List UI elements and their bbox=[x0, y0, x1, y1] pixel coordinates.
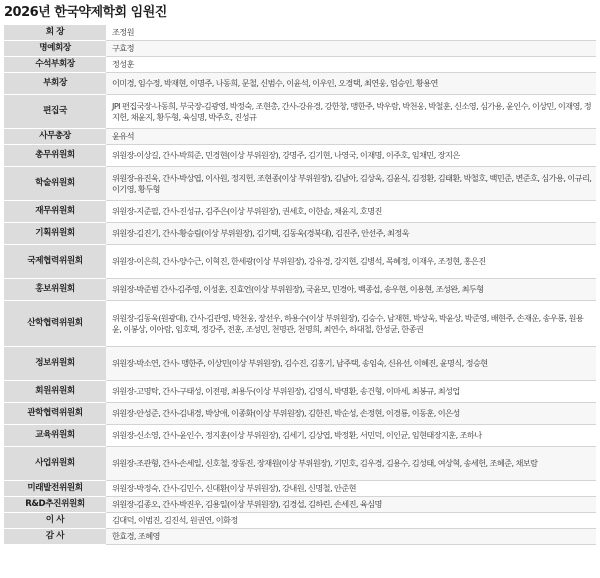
members-cell: 이미경, 임수정, 박재현, 이명주, 나동희, 문철, 신범수, 이윤석, 이우인, 오경택, 최연웅, 엄승인, 황용연 bbox=[106, 73, 596, 95]
roster-row bbox=[4, 73, 596, 95]
role-cell: 관학협력위원회 bbox=[4, 403, 106, 425]
members-cell: 위원장-유진욱, 간사-박상엽, 이사원, 정지헌, 조현종(이상 부위원장), 김남아, 김상욱, 김윤식, 김정환, 김태환, 박철호, 백민준, 변준호, 심가용, 이규리, 이기영, 황두형 bbox=[106, 167, 596, 201]
roster-row bbox=[4, 529, 596, 545]
members-cell: 위원장-박정숙, 간사-김민수, 신대환(이상 부위원장), 강내원, 신명철, 안준현 bbox=[106, 481, 596, 497]
roster-row bbox=[4, 145, 596, 167]
members-cell: 조정원 bbox=[106, 25, 596, 41]
role-cell: 총무위원회 bbox=[4, 145, 106, 167]
role-cell: 편집국 bbox=[4, 95, 106, 129]
role-cell: 산학협력위원회 bbox=[4, 301, 106, 347]
members-cell: 위원장-이상길, 간사-박희준, 민경현(이상 부위원장), 강명주, 김기현, 나영국, 이재명, 이주호, 임채민, 장지은 bbox=[106, 145, 596, 167]
roster-row bbox=[4, 279, 596, 301]
roster-row bbox=[4, 497, 596, 513]
roster-row bbox=[4, 425, 596, 447]
members-cell: 윤유석 bbox=[106, 129, 596, 145]
members-cell: 정성훈 bbox=[106, 57, 596, 73]
role-cell: 사업위원회 bbox=[4, 447, 106, 481]
members-cell: 한효경, 조혜영 bbox=[106, 529, 596, 545]
roster-row bbox=[4, 381, 596, 403]
role-cell: 회원위원회 bbox=[4, 381, 106, 403]
role-cell: 회 장 bbox=[4, 25, 106, 41]
roster-row bbox=[4, 301, 596, 347]
members-cell: 위원장-박준범 간사-김주영, 이성훈, 진효언(이상 부위원장), 국윤모, 민경아, 백종섭, 송우현, 이용현, 조성완, 최두형 bbox=[106, 279, 596, 301]
role-cell: 이 사 bbox=[4, 513, 106, 529]
members-cell: 위원장-이은희, 간사-양수근, 이혁진, 한세광(이상 부위원장), 강유경, 강지현, 김병석, 목혜정, 이재우, 조정현, 홍은진 bbox=[106, 245, 596, 279]
document-title: 2026년 한국약제학회 임원진 bbox=[4, 5, 167, 20]
roster-body bbox=[4, 25, 596, 545]
roster-row bbox=[4, 223, 596, 245]
members-cell: 김대덕, 이범진, 김진석, 원권연, 이화정 bbox=[106, 513, 596, 529]
role-cell: 수석부회장 bbox=[4, 57, 106, 73]
role-cell: 홍보위원회 bbox=[4, 279, 106, 301]
role-cell: 미래발전위원회 bbox=[4, 481, 106, 497]
members-cell: 위원장-신소영, 간사-윤인수, 정지훈(이상 부위원장), 김세기, 김상엽, 박정환, 서민덕, 이인균, 임현태장지훈, 조하나 bbox=[106, 425, 596, 447]
members-cell: 위원장-고명탁, 간사-구태성, 이전평, 최용두(이상 부위원장), 김영식, 박명환, 송건형, 이마세, 최봉규, 최성업 bbox=[106, 381, 596, 403]
members-cell: 위원장-지준필, 간사-진성규, 김주은(이상 부위원장), 권세호, 이한솔, 채윤지, 호명진 bbox=[106, 201, 596, 223]
role-cell: 교육위원회 bbox=[4, 425, 106, 447]
role-cell: 사무총장 bbox=[4, 129, 106, 145]
members-cell: JPI 편집국장-나동희, 부국장-김광영, 박정숙, 조현총, 간사-강유경, 강한창, 맹한주, 박우람, 박천웅, 박철훈, 신소영, 심가용, 윤인수, 이상민, 이재영, 정지헌, 채윤지, 황두형, 육심명, 박주호, 진성규 bbox=[106, 95, 596, 129]
role-cell: 학술위원회 bbox=[4, 167, 106, 201]
role-cell: R&D추진위원회 bbox=[4, 497, 106, 513]
role-cell: 국제협력위원회 bbox=[4, 245, 106, 279]
roster-row bbox=[4, 347, 596, 381]
role-cell: 재무위원회 bbox=[4, 201, 106, 223]
members-cell: 위원장-김동욱(원광대), 간사-김관영, 박천웅, 장선우, 하용수(이상 부위원장), 김승수, 남재현, 박상욱, 박윤상, 박준영, 배현주, 손재운, 송우룡, 원용윤, 이봉상, 이아람, 임호택, 정강주, 전훈, 조성민, 천명관, 천명희, 최연수, 하대철, 한성균, 한종권 bbox=[106, 301, 596, 347]
role-cell: 정보위원회 bbox=[4, 347, 106, 381]
roster-row bbox=[4, 447, 596, 481]
roster-row bbox=[4, 245, 596, 279]
roster-row bbox=[4, 167, 596, 201]
role-cell: 기획위원회 bbox=[4, 223, 106, 245]
roster-table bbox=[4, 24, 596, 545]
members-cell: 위원장-안성준, 간사-김내경, 박상애, 이종화(이상 부위원장), 김한진, 박순성, 손정현, 이경룡, 이동훈, 이은성 bbox=[106, 403, 596, 425]
members-cell: 위원장-김진기, 간사-황승림(이상 부위원장), 김기택, 김동욱(경북대), 김진주, 안선주, 최정욱 bbox=[106, 223, 596, 245]
roster-row bbox=[4, 481, 596, 497]
roster-row bbox=[4, 129, 596, 145]
role-cell: 명예회장 bbox=[4, 41, 106, 57]
members-cell: 위원장-김종오, 간사-박진우, 김용일(이상 부위원장), 김경섭, 김하린, 손세진, 육심명 bbox=[106, 497, 596, 513]
roster-row bbox=[4, 513, 596, 529]
roster-row bbox=[4, 95, 596, 129]
members-cell: 구효정 bbox=[106, 41, 596, 57]
role-cell: 감 사 bbox=[4, 529, 106, 545]
role-cell: 부회장 bbox=[4, 73, 106, 95]
roster-row bbox=[4, 57, 596, 73]
members-cell: 위원장-조관형, 간사-손세일, 신호철, 장동진, 장재원(이상 부위원장), 기민호, 김우경, 김용수, 김성태, 여상혁, 송세헌, 조혜준, 채보람 bbox=[106, 447, 596, 481]
roster-row bbox=[4, 25, 596, 41]
roster-row bbox=[4, 41, 596, 57]
roster-row bbox=[4, 201, 596, 223]
members-cell: 위원장-박소연, 간사- 맹한주, 이상민(이상 부위원장), 김수진, 김홍기, 남주택, 송임숙, 신유선, 이혜진, 윤명식, 정승현 bbox=[106, 347, 596, 381]
roster-row bbox=[4, 403, 596, 425]
